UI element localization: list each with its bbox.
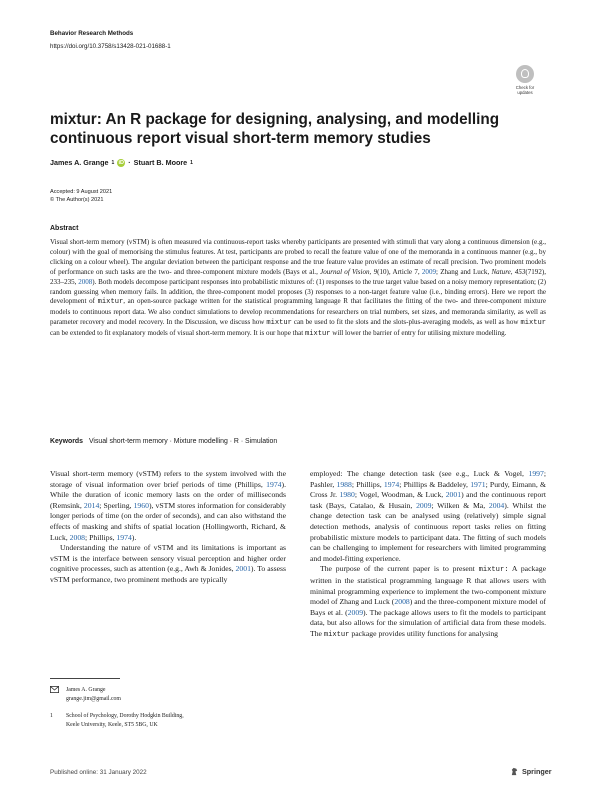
body-paragraph: Visual short-term memory (vSTM) refers to the system involved with the storage of visual information over brief periods of time (Phillips, 1974). While the duration of iconic memory lasts on the order of milliseconds (Remsink, 2014; Sperling, 1960), vSTM stores information for considerably longer periods of time (on the order of seconds), and can also withstand the effects of masking and shifts of spatial location (Hollingworth, Richard, & Luck, 2008; Phillips, 1974). <box>50 469 286 542</box>
keywords <box>50 438 277 445</box>
keywords-list: Visual short-term memory · Mixture modelling · R · Simulation <box>88 438 278 445</box>
abstract-text: Visual short-term memory (vSTM) is often measured via continuous-report tasks whereby participants are presented with stimuli that vary along a continuous dimension (e.g., colour) with the goal of memorising the stimulus features. At test, participants are probed to recall the feature value of one of the memoranda in a continuous manner (e.g., by clicking on a colour wheel). The angular deviation between the participant response and the true feature value provides an estimate of recall precision. Two prominent models of performance on such tasks are the two- and three-component mixture models (Bays et al., Journal of Vision, 9(10), Article 7, 2009; Zhang and Luck, Nature, 453(7192), 233–235, 2008). Both models decompose participant responses into probabilistic mixtures of: (1) responses to the true target value based on a noisy memory representation; (2) random guessing when memory fails. In addition, the three-component model proposes (3) responses to a non-target feature value (i.e., binding errors). Here we report the development of mixtur, an open-source package written for the statistical programming language R that facilitates the fitting of the two- and three-component mixture models to continuous report data. We also conduct simulations to develop recommendations for researchers on trial numbers, set sizes, and memoranda similarity, as well as parameter recovery and model recovery. In the Discussion, we discuss how mixtur can be used to fit the slots and the slots-plus-averaging models, as well as how mixtur can be extended to fit explanatory models of visual short-term memory. It is our hope that mixtur will lower the barrier of entry for utilising mixture modelling. <box>50 238 547 339</box>
body-paragraph: employed: The change detection task (see e.g., Luck & Vogel, 1997; Pashler, 1988; Phillips, 1974; Phillips & Baddeley, 1971; Purdy, Eimann, & Cross Jr. 1980; Vogel, Woodman, & Luck, 2001) and the continuous report task (Bays, Catalao, & Husain, 2009; Wilken & Ma, 2004). Whilst the change detection task can be analysed using (relatively) simple signal detection methods, analysis of continuous report tasks relies on fitting probabilistic mixture models to participant data. The fitting of such models can be challenging to implement for researchers with limited programming and model-fitting experience. <box>310 469 546 563</box>
citation-link[interactable]: 1980 <box>339 490 355 500</box>
keywords-label: Keywords <box>50 438 83 445</box>
citation-link[interactable]: 2009 <box>421 267 436 276</box>
springer-horse-icon <box>510 767 519 776</box>
package-name: mixtur: <box>478 566 509 575</box>
affiliation-number: 1 <box>50 713 53 719</box>
citation-link[interactable]: 2008 <box>78 277 93 286</box>
citation-link[interactable]: 2014 <box>83 500 100 510</box>
citation-link[interactable]: 1974 <box>116 532 132 542</box>
body-column-left <box>50 469 286 586</box>
published-online-date: Published online: 31 January 2022 <box>50 769 147 776</box>
body-column-right <box>310 469 546 641</box>
journal-citation: Journal of Vision, 9 <box>320 267 378 276</box>
author-list <box>50 158 193 167</box>
citation-link[interactable]: 1988 <box>336 479 352 489</box>
author-name[interactable]: Stuart B. Moore <box>133 158 188 167</box>
citation-link[interactable]: 2008 <box>394 597 410 607</box>
affiliation-line: School of Psychology, Dorothy Hodgkin Building, <box>66 713 184 719</box>
abstract-heading: Abstract <box>50 225 79 232</box>
package-name: mixtur <box>97 298 124 307</box>
citation-link[interactable]: 1974 <box>266 479 282 489</box>
journal-citation: Nature, 453 <box>491 267 526 276</box>
footnote-divider <box>50 678 120 679</box>
author-name[interactable]: James A. Grange <box>50 158 109 167</box>
citation-link[interactable]: 2008 <box>69 532 86 542</box>
copyright-notice: © The Author(s) 2021 <box>50 197 104 203</box>
journal-name: Behavior Research Methods <box>50 30 134 37</box>
citation-link[interactable]: 1997 <box>528 469 544 478</box>
orcid-icon[interactable]: iD <box>118 159 124 166</box>
package-name: mixtur <box>520 319 546 328</box>
corresponding-author-email[interactable]: grange.jim@gmail.com <box>66 695 121 702</box>
citation-link[interactable]: 1971 <box>470 479 486 489</box>
citation-link[interactable]: 2004 <box>488 500 505 510</box>
corresponding-author <box>50 686 121 703</box>
bookmark-icon <box>516 65 534 83</box>
badge-label: Check for updates <box>515 85 535 95</box>
body-paragraph: Understanding the nature of vSTM and its limitations is important as vSTM is the interface between sensory visual perception and higher order cognitive processes, such as attention (e.g., Awh & Jonides, 2001). To assess vSTM performance, two prominent methods are typically <box>50 543 286 584</box>
citation-link[interactable]: 2001 <box>235 564 251 574</box>
check-for-updates-badge[interactable] <box>512 65 538 99</box>
citation-link[interactable]: 1974 <box>383 479 400 489</box>
citation-link[interactable]: 2009 <box>347 607 364 617</box>
citation-link[interactable]: 2009 <box>416 500 432 510</box>
corresponding-author-name: James A. Grange <box>66 687 106 693</box>
envelope-icon <box>50 686 66 703</box>
affiliation-line: Keele University, Keele, ST5 5BG, UK <box>66 721 158 728</box>
citation-link[interactable]: 1960 <box>133 500 149 510</box>
paper-title: mixtur: An R package for designing, analysing, and modelling continuous report visual short-term memory studies <box>50 111 500 147</box>
publisher-name: Springer <box>522 767 552 776</box>
publisher-logo[interactable] <box>510 767 552 776</box>
citation-link[interactable]: 2001 <box>445 490 462 500</box>
accepted-date: Accepted: 9 August 2021 <box>50 189 113 195</box>
doi-link[interactable]: https://doi.org/10.3758/s13428-021-01688-1 <box>50 43 171 50</box>
package-name: mixtur <box>323 630 350 639</box>
affiliation <box>50 712 184 729</box>
package-name: mixtur <box>304 330 331 339</box>
package-name: mixtur <box>266 319 292 328</box>
affiliation-marker: 1 <box>111 159 115 166</box>
publication-dates <box>50 188 112 204</box>
affiliation-marker: 1 <box>190 159 193 166</box>
author-separator: · <box>128 158 131 167</box>
body-paragraph: The purpose of the current paper is to present mixtur: A package written in the statistical programming language R that allows users with minimal programming experience to implement the two-component mixture model of Zhang and Luck (2008) and the three-component mixture model of Bays et al. (2009). The package allows users to fit the models to participant data, but also allows for the simulation of artificial data from these models. The mixtur package provides utility functions for analysing <box>310 564 547 639</box>
